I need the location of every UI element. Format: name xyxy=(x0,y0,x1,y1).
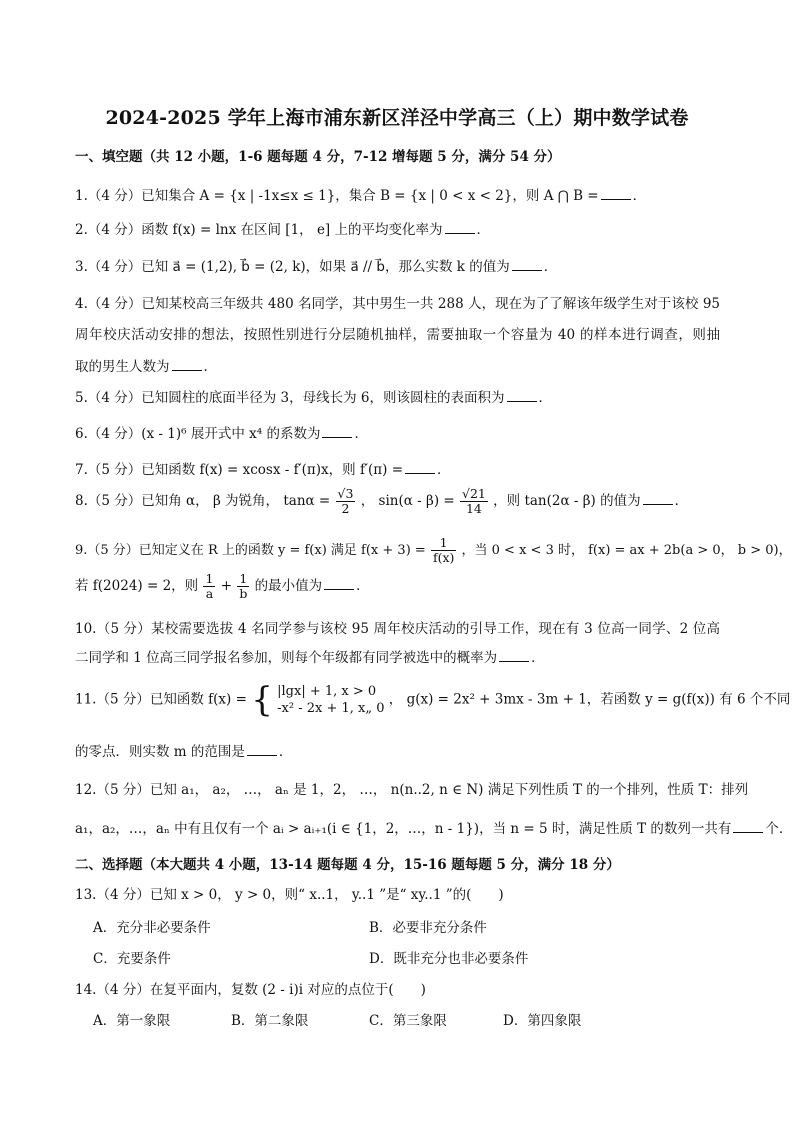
question-1: 1.（4 分）已知集合 A = {x | -1ⅹ≤x ≤ 1}，集合 B = {x | 0 < x < 2}，则 A ⋂ B = ． xyxy=(75,188,647,204)
question-11-line-1: 11.（5 分）已知函数 f(x) = { |lgx| + 1, x > 0 -x² - 2x + 1, x„ 0 ， g(x) = 2x² + 3mx - 3m + 1，若函数 y = g(f(x)) 有 6 个不同 xyxy=(75,680,791,720)
fraction: $\frac{1}{a}$ xyxy=(205,571,214,601)
piecewise-function: { |lgx| + 1, x > 0 -x² - 2x + 1, x„ 0 xyxy=(251,680,385,720)
question-8: 8.（5 分）已知角 α， β 为锐角， tanα = $\frac{√3}{2}$ ， sin(α - β) = $\frac{√21}{14}$ ，则 tan(2α - β) 的值为 ． xyxy=(75,486,689,516)
fraction: $\frac{√21}{14}$ xyxy=(461,486,486,516)
answer-blank xyxy=(405,461,435,474)
question-14-option-a: A．第一象限 xyxy=(93,1013,171,1029)
fraction: $\frac{1}{b}$ xyxy=(239,571,248,601)
left-brace: { xyxy=(251,680,273,720)
answer-blank xyxy=(643,492,673,505)
question-12-line-2: a₁，a₂，…，aₙ 中有且仅有一个 aᵢ > aᵢ₊₁(i ∈ {1，2，…，n - 1})，当 n = 5 时，满足性质 T 的数列一共有 个． xyxy=(75,821,793,837)
question-9-line-1: 9.（5 分）已知定义在 R 上的函数 y = f(x) 满足 f(x + 3) = $\frac{1}{f(x)}$ ，当 0 < x < 3 时， f(x) = ax + 2b(a > 0， b > 0)， xyxy=(75,535,792,565)
answer-blank xyxy=(601,187,631,200)
question-14-option-b: B．第二象限 xyxy=(231,1013,309,1029)
answer-blank xyxy=(247,743,277,756)
question-13-option-c: C．充要条件 xyxy=(93,951,171,967)
question-9-line-2: 若 f(2024) = 2，则 $\frac{1}{a}$ + $\frac{1}{b}$ 的最小值为 ． xyxy=(75,571,370,601)
question-2: 2.（4 分）函数 f(x) = lnx 在区间 [1， e] 上的平均变化率为 ． xyxy=(75,222,490,238)
question-6: 6.（4 分）(x - 1)⁶ 展开式中 x⁴ 的系数为 ． xyxy=(75,426,368,442)
fraction: $\frac{√3}{2}$ xyxy=(337,486,354,516)
question-13: 13.（4 分）已知 x > 0， y > 0，则“ x..1， y..1 ”是“ xy..1 ”的( ) xyxy=(75,887,504,903)
answer-blank xyxy=(322,425,352,438)
answer-blank xyxy=(499,649,529,662)
answer-blank xyxy=(512,258,542,271)
fraction: $\frac{1}{f(x)}$ xyxy=(432,535,455,565)
question-4-line-1: 4.（4 分）已知某校高三年级共 480 名同学，其中男生一共 288 人，现在为了了解该年级学生对于该校 95 xyxy=(75,296,720,312)
section-fill-in: 一、填空题（共 12 小题，1-6 题每题 4 分，7-12 增每题 5 分，满分 54 分） xyxy=(75,149,561,165)
question-13-option-d: D．既非充分也非必要条件 xyxy=(369,951,529,967)
page-title: 2024-2025 学年上海市浦东新区洋泾中学高三（上）期中数学试卷 xyxy=(105,107,689,129)
answer-blank xyxy=(172,358,202,371)
question-11-line-2: 的零点．则实数 m 的范围是 ． xyxy=(75,744,293,760)
question-4-line-2: 周年校庆活动安排的想法，按照性别进行分层随机抽样，需要抽取一个容量为 40 的样本进行调查，则抽 xyxy=(75,327,720,343)
question-12-line-1: 12.（5 分）已知 a₁， a₂， …， aₙ 是 1，2， …， n(n..2, n ∈ N) 满足下列性质 T 的一个排列，性质 T：排列 xyxy=(75,782,749,798)
question-7: 7.（5 分）已知函数 f(x) = xcosx - f′(π)x，则 f′(π) = ． xyxy=(75,462,451,478)
question-10-line-2: 二同学和 1 位高三同学报名参加，则每个年级都有同学被选中的概率为 ． xyxy=(75,650,545,666)
question-14-option-c: C．第三象限 xyxy=(369,1013,447,1029)
question-14: 14.（4 分）在复平面内，复数 (2 - i)i 对应的点位于( ) xyxy=(75,982,426,998)
answer-blank xyxy=(733,820,763,833)
question-14-option-d: D．第四象限 xyxy=(503,1013,582,1029)
answer-blank xyxy=(324,577,354,590)
question-5: 5.（4 分）已知圆柱的底面半径为 3，母线长为 6，则该圆柱的表面积为 ． xyxy=(75,390,553,406)
question-10-line-1: 10.（5 分）某校需要选拔 4 名同学参与该校 95 周年校庆活动的引导工作，现在有 3 位高一同学、2 位高 xyxy=(75,621,720,637)
section-multiple-choice: 二、选择题（本大题共 4 小题，13-14 题每题 4 分，15-16 题每题 5 分，满分 18 分） xyxy=(75,857,620,873)
question-3: 3.（4 分）已知 a⃗ = (1,2), b⃗ = (2, k)，如果 a⃗ // b⃗，那么实数 k 的值为 ． xyxy=(75,259,558,275)
answer-blank xyxy=(507,389,537,402)
question-13-option-a: A．充分非必要条件 xyxy=(93,920,211,936)
question-4-line-3: 取的男生人数为 ． xyxy=(75,359,217,375)
question-13-option-b: B．必要非充分条件 xyxy=(369,920,487,936)
answer-blank xyxy=(445,221,475,234)
